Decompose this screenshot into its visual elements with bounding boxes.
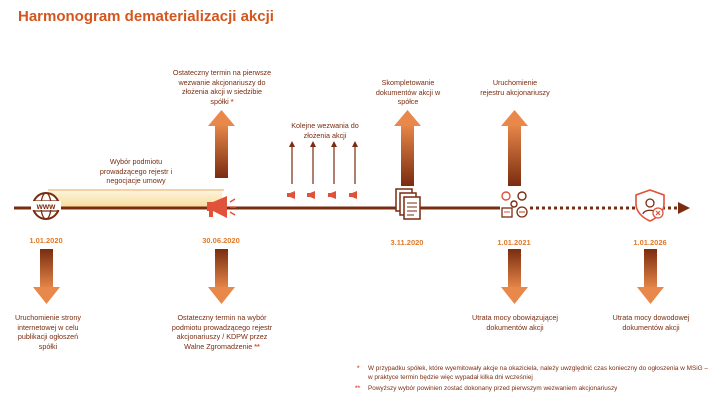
date-label: 1.01.2026 — [633, 238, 667, 247]
date-label: 3.11.2020 — [390, 238, 424, 247]
negotiation-period-band — [50, 191, 222, 207]
label-first-call: Ostateczny termin na pierwsze wezwanie akcjonariuszy do złożenia akcji w siedzibie spółki * — [172, 68, 272, 106]
date-label: 30.06.2020 — [202, 236, 240, 245]
label-loss-evidence: Utrata mocy dowodowej dokumentów akcji — [612, 313, 690, 332]
footnote-marker: ** — [355, 385, 360, 392]
label-loss-validity: Utrata mocy obowiązującej dokumentów akcji — [472, 313, 558, 332]
www-text: www — [36, 202, 56, 211]
label-negotiation: Wybór podmiotu prowadzącego rejestr i negocjacje umowy — [99, 157, 173, 185]
label-next-calls: Kolejne wezwania do złożenia akcji — [291, 121, 359, 140]
registry-icon — [500, 190, 528, 218]
timeline-arrow-head — [678, 202, 690, 214]
up-arrow-4 — [394, 110, 421, 186]
shield-x-icon — [636, 190, 664, 221]
footnote-marker: * — [357, 365, 360, 372]
label-final-choice: Ostateczny termin na wybór podmiotu prowadzącego rejestr akcjonariuszy / KDPW przez Walne Zgromadzenie ** — [171, 313, 273, 351]
date-label: 1.01.2020 — [29, 236, 63, 245]
globe-www-icon — [31, 193, 61, 219]
up-arrow-2 — [208, 110, 235, 178]
footnote-1: W przypadku spółek, które wyemitowały akcje na okaziciela, należy uwzględnić czas konieczny do ogłoszenia w MSiG – w praktyce termin będzie więc wypadał kilka dni wcześniej — [368, 365, 708, 381]
down-arrow-5 — [637, 249, 664, 304]
footnote-marker: * — [230, 96, 234, 106]
down-arrow-2 — [208, 249, 235, 304]
footnote-2: Powyższy wybór powinien zostać dokonany przed pierwszym wezwaniem akcjonariuszy — [368, 385, 618, 392]
label-website: Uruchomienie strony internetowej w celu publikacji ogłoszeń spółki — [15, 313, 81, 351]
label-registry-start: Uruchomienie rejestru akcjonariuszy — [480, 78, 550, 97]
small-megaphone-icons — [287, 191, 357, 199]
page-title: Harmonogram dematerializacji akcji — [18, 8, 274, 25]
thin-arrows — [289, 141, 358, 184]
documents-icon — [396, 189, 420, 219]
footnote-marker: ** — [254, 341, 260, 351]
label-documents: Skompletowanie dokumentów akcji w spółce — [375, 78, 441, 106]
down-arrow-4 — [501, 249, 528, 304]
up-arrow-5 — [501, 110, 528, 186]
down-arrow-1 — [33, 249, 60, 304]
date-label: 1.01.2021 — [497, 238, 531, 247]
